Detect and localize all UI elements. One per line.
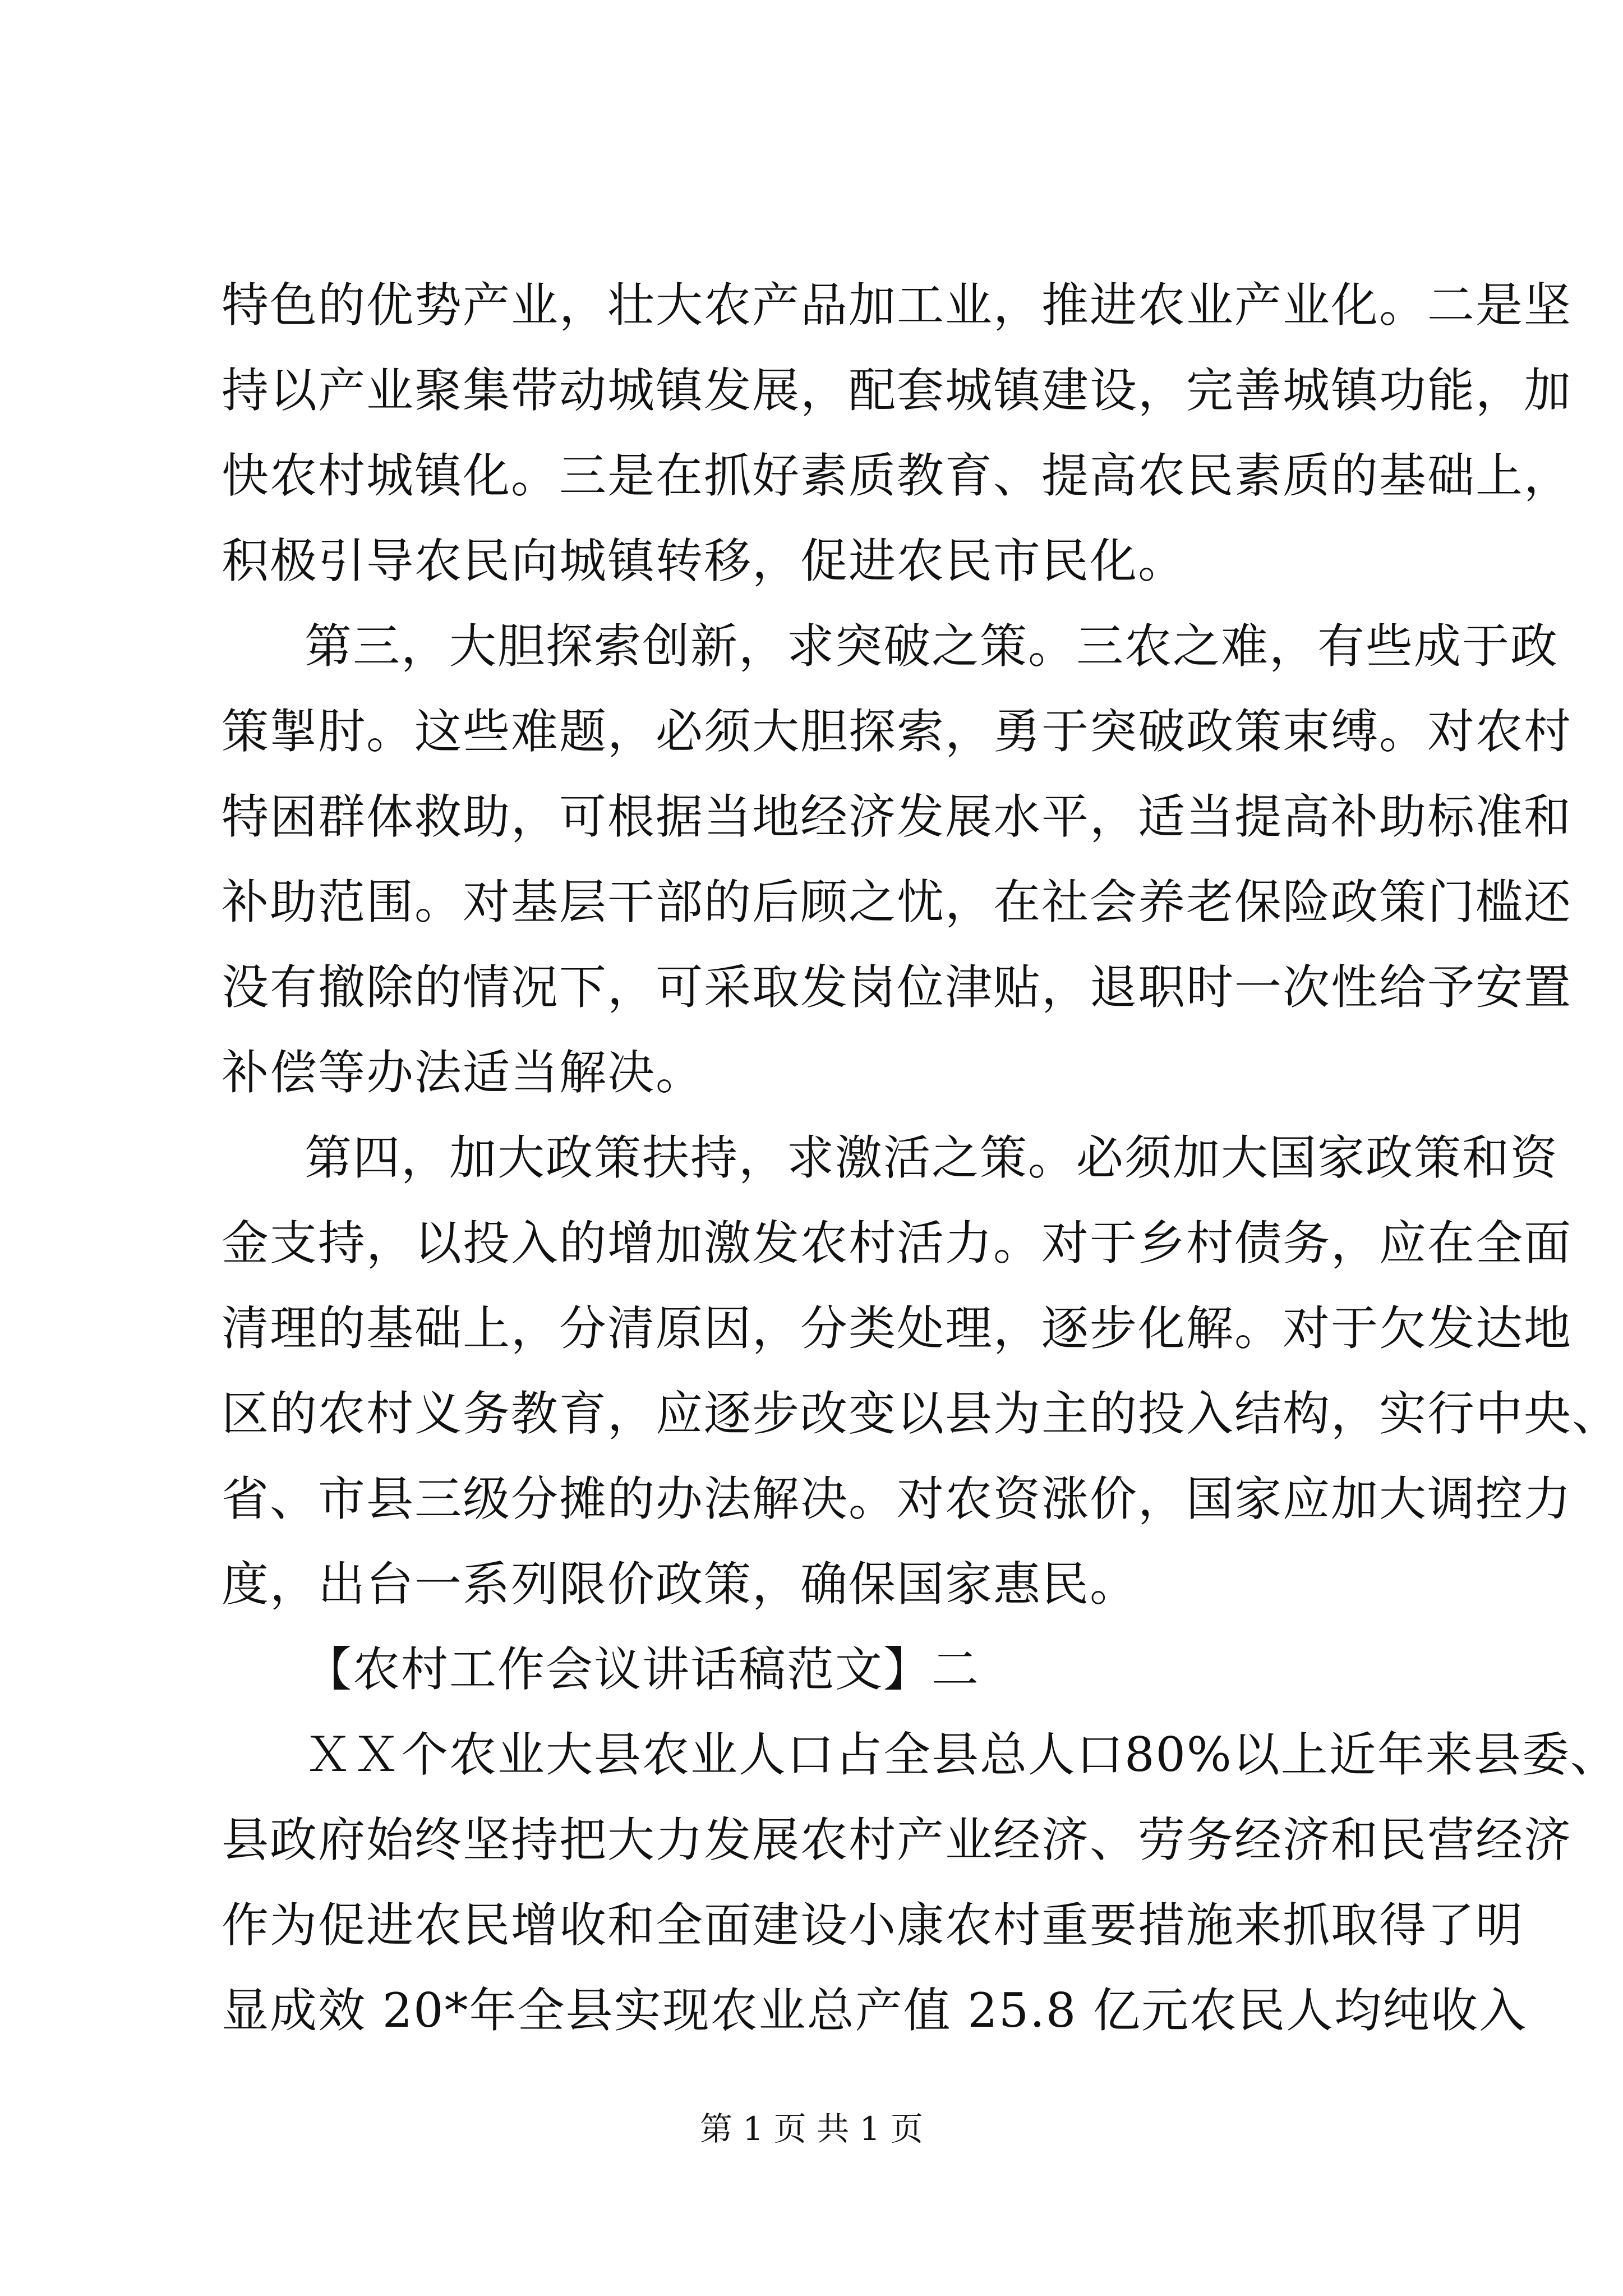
document-body: [222, 263, 1621, 2053]
text-line: 补助范围。对基层干部的后顾之忧，在社会养老保险政策门槛还: [222, 875, 1573, 930]
text-line: 策掣肘。这些难题，必须大胆探索，勇于突破政策束缚。对农村: [222, 704, 1573, 759]
text-line: 金支持，以投入的增加激发农村活力。对于乡村债务，应在全面: [222, 1216, 1573, 1271]
text-line: 显成效 20*年全县实现农业总产值 25.8 亿元农民人均纯收入: [222, 1983, 1528, 2038]
text-line: 省、市县三级分摊的办法解决。对农资涨价，国家应加大调控力: [222, 1471, 1573, 1526]
text-line: 特色的优势产业，壮大农产品加工业，推进农业产业化。二是坚: [222, 278, 1573, 333]
text-line: 快农村城镇化。三是在抓好素质教育、提高农民素质的基础上，: [222, 448, 1573, 503]
text-line: 度，出台一系列限价政策，确保国家惠民。: [222, 1557, 1138, 1612]
text-line: 持以产业聚集带动城镇发展，配套城镇建设，完善城镇功能，加: [222, 363, 1573, 418]
text-line: 第三，大胆探索创新，求突破之策。三农之难，有些成于政: [305, 619, 1559, 674]
text-line: 没有撤除的情况下，可采取发岗位津贴，退职时一次性给予安置: [222, 960, 1573, 1015]
text-line: ＸＸ个农业大县农业人口占全县总人口80%以上近年来县委、: [305, 1727, 1619, 1782]
text-line: 作为促进农民增收和全面建设小康农村重要措施来抓取得了明: [222, 1898, 1524, 1953]
section-heading: 【农村工作会议讲话稿范文】二: [305, 1642, 980, 1697]
text-line: 区的农村义务教育，应逐步改变以县为主的投入结构，实行中央、: [222, 1386, 1621, 1441]
text-line: 县政府始终坚持把大力发展农村产业经济、劳务经济和民营经济: [222, 1812, 1573, 1867]
page-footer: 第 1 页 共 1 页: [700, 2110, 923, 2148]
text-line: 积极引导农民向城镇转移，促进农民市民化。: [222, 533, 1187, 588]
text-line: 特困群体救助，可根据当地经济发展水平，适当提高补助标准和: [222, 789, 1573, 844]
text-line: 第四，加大政策扶持，求激活之策。必须加大国家政策和资: [305, 1130, 1559, 1185]
text-line: 补偿等办法适当解决。: [222, 1045, 704, 1100]
text-line: 清理的基础上，分清原因，分类处理，逐步化解。对于欠发达地: [222, 1301, 1573, 1356]
